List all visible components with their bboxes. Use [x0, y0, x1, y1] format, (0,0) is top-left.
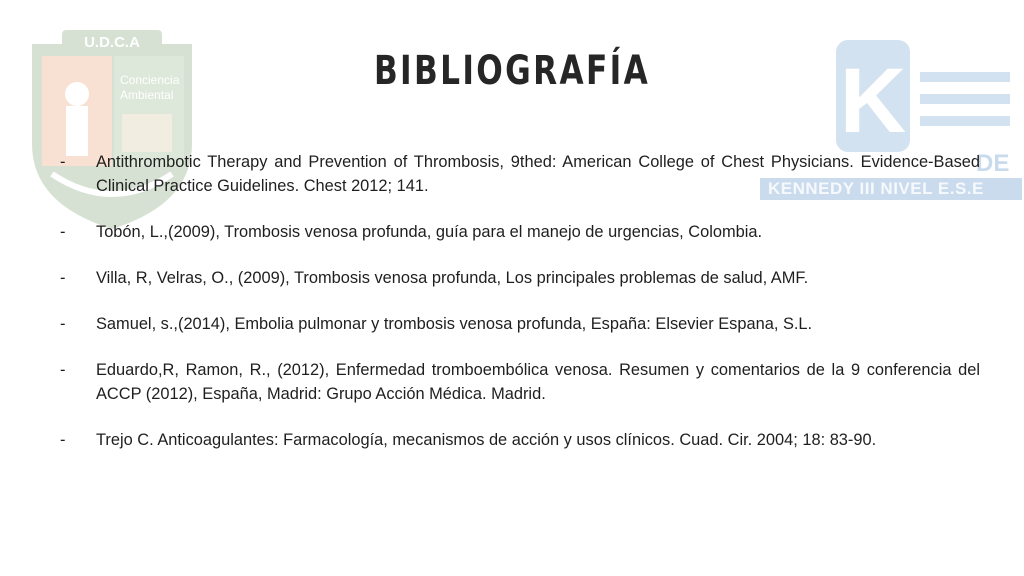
reference-text: Tobón, L.,(2009), Trombosis venosa profunda, guía para el manejo de urgencias, Colombia. [96, 223, 763, 241]
bullet-dash: - [60, 153, 66, 171]
udca-logo-top-text: U.D.C.A [84, 34, 140, 51]
kennedy-logo-side-text: DE [976, 150, 1010, 177]
bullet-dash: - [60, 269, 66, 287]
reference-text: Antithrombotic Therapy and Prevention of Thrombosis, 9thed: American College of Chest Physicians. Evidence-Based Clinical Practice Guidelines. Chest 2012; 141. [96, 153, 980, 195]
kennedy-logo-letter: K [839, 50, 907, 152]
bullet-dash: - [60, 223, 66, 241]
bullet-dash: - [60, 315, 66, 333]
reference-text: Eduardo,R, Ramon, R., (2012), Enfermedad tromboembólica venosa. Resumen y comentarios de la 9 conferencia del ACCP (2012), España, Madrid: Grupo Acción Médica. Madrid. [96, 361, 980, 403]
kennedy-logo-bar-text: KENNEDY III NIVEL E.S.E [768, 179, 984, 198]
reference-item [58, 428, 980, 452]
reference-text: Samuel, s.,(2014), Embolia pulmonar y trombosis venosa profunda, España: Elsevier Espana, S.L. [96, 315, 813, 333]
reference-item [58, 266, 980, 290]
reference-item [58, 358, 980, 406]
reference-item [58, 150, 980, 198]
reference-item [58, 312, 980, 336]
reference-list [58, 150, 980, 474]
reference-text: Villa, R, Velras, O., (2009), Trombosis venosa profunda, Los principales problemas de salud, AMF. [96, 269, 809, 287]
udca-logo-side-text-1: Conciencia [120, 73, 180, 87]
bullet-dash: - [60, 361, 66, 379]
reference-item [58, 220, 980, 244]
bullet-dash: - [60, 431, 66, 449]
reference-text: Trejo C. Anticoagulantes: Farmacología, mecanismos de acción y usos clínicos. Cuad. Cir. 2004; 18: 83-90. [96, 431, 877, 449]
slide-title: BIBLIOGRAFÍA [373, 48, 651, 94]
udca-logo-side-text-2: Ambiental [120, 88, 174, 102]
